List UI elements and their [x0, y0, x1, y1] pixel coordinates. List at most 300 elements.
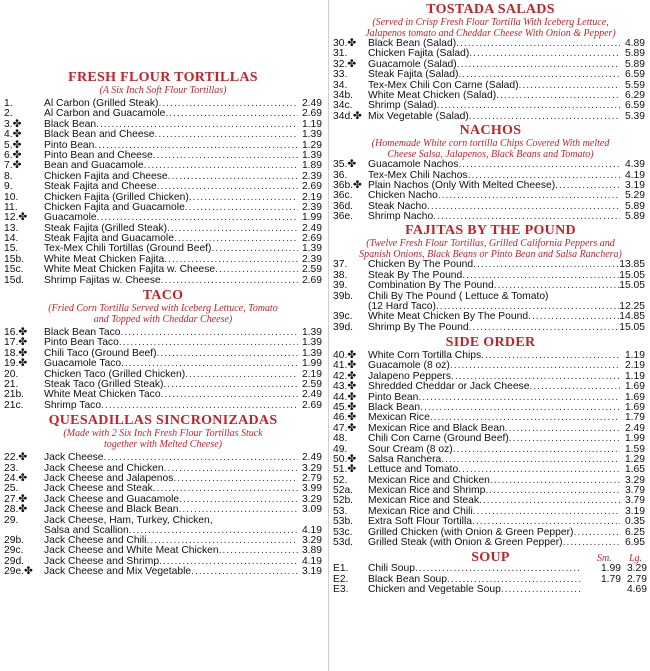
item-number: 3.✤: [4, 118, 22, 130]
item-number: 29e.✤: [4, 566, 33, 578]
item-price: 1.39: [301, 327, 322, 339]
tortillas-list: [0, 99, 326, 286]
item-name-text: Pinto Bean: [44, 139, 95, 151]
item-price: 6.95: [624, 537, 645, 549]
item-number: 37.: [333, 259, 348, 271]
item-name-text: Mix Vegetable (Salad): [368, 110, 469, 122]
item-name-text: Chicken Fajita (Salad): [368, 48, 470, 60]
item-price: 15.05: [619, 269, 645, 281]
item-price: 3.29: [301, 462, 322, 474]
dot-leader: [433, 212, 620, 222]
item-number: 42.✤: [333, 370, 356, 382]
item-number: 34c.: [333, 100, 353, 112]
left-column: [0, 0, 326, 578]
item-name: [368, 292, 620, 313]
section-subtitle-fajitas-1: (Twelve Fresh Flour Tortillas, Grilled California Peppers and: [366, 238, 615, 250]
item-name-text: Lettuce and Tomato: [368, 464, 459, 476]
item-name-text: Jack Cheese and Black Bean: [44, 504, 179, 516]
item-name-text: White Corn Tortilla Chips: [368, 350, 482, 362]
item-number: 30.✤: [333, 38, 356, 49]
item-price: 0.35: [624, 516, 645, 528]
item-name-text: Shredded Cheddar or Jack Cheese: [368, 381, 530, 393]
soup-large-label: Lg.: [629, 553, 643, 565]
menu-item: [0, 516, 326, 537]
item-number: 45.✤: [333, 401, 356, 413]
item-name-text: Salsa Ranchera: [368, 453, 442, 465]
item-name-line2: Salsa and Scallion: [44, 524, 129, 536]
right-column: [331, 0, 650, 596]
item-name-text: Black Bean (Salad): [368, 38, 457, 49]
item-name-text: Mexican Rice and Chicken: [368, 474, 490, 486]
item-name-text: Jalapeno Peppers: [368, 370, 452, 382]
item-name-text: White Meat Chicken Fajita w. Cheese: [44, 264, 216, 276]
item-number: 9.: [4, 181, 13, 193]
item-number: 7.✤: [4, 160, 22, 172]
item-number: 19.✤: [4, 358, 27, 370]
side-order-list: [331, 351, 650, 548]
item-name-text: Mexican Rice and Shrimp: [368, 485, 486, 497]
item-name-text: Jack Cheese: [44, 452, 104, 464]
item-price: 1.29: [301, 139, 322, 151]
item-name-text: White Meat Chicken By The Pound: [368, 311, 529, 323]
item-price: 4.89: [624, 38, 645, 49]
item-number: 11.: [4, 201, 18, 213]
item-price: 12.25: [619, 300, 645, 312]
item-number: 44.✤: [333, 391, 356, 403]
item-number: 8.: [4, 170, 13, 182]
item-number: 52a.: [333, 485, 354, 497]
item-number: 10.: [4, 191, 19, 203]
taco-list: [0, 328, 326, 411]
item-price: 3.89: [301, 545, 322, 557]
item-number: 27.✤: [4, 493, 27, 505]
item-price: 4.19: [624, 169, 645, 181]
item-number: 29.: [4, 514, 19, 526]
item-number: 34d.✤: [333, 110, 362, 122]
item-name-text: Extra Soft Flour Tortilla: [368, 516, 472, 528]
item-price: 2.39: [301, 201, 322, 213]
item-price: 3.29: [301, 535, 322, 547]
item-number: 2.: [4, 108, 13, 120]
dot-leader: [418, 393, 620, 403]
item-name-text: Steak Fajita (Salad): [368, 69, 459, 81]
section-title-nachos: NACHOS: [459, 123, 522, 139]
soup-small-label: Sm.: [597, 553, 612, 565]
item-price: 1.69: [624, 391, 645, 403]
item-name-text: Jack Cheese and Chicken: [44, 462, 164, 474]
nachos-list: [331, 160, 650, 222]
column-divider: [328, 0, 329, 671]
item-number: 15.: [4, 243, 19, 255]
item-name-text: Steak Taco (Grilled Steak): [44, 378, 164, 390]
section-subtitle-tostada-1: (Served in Crisp Fresh Flour Tortilla With Iceberg Lettuce,: [372, 17, 609, 28]
item-name: [44, 276, 298, 286]
menu-item: [331, 434, 650, 444]
item-number: 34b.: [333, 89, 354, 101]
menu-item: [331, 538, 650, 548]
item-name-text: Shrimp Nacho: [368, 211, 434, 223]
item-number: 1.: [4, 98, 13, 109]
item-name-text: Shrimp (Salad): [368, 100, 437, 112]
item-number: 53.: [333, 505, 348, 517]
item-price: 1.39: [301, 149, 322, 161]
item-name-text: Chili Taco (Ground Beef): [44, 347, 157, 359]
item-price: 1.69: [624, 401, 645, 413]
item-price: 5.89: [624, 211, 645, 223]
item-price: 6.29: [624, 89, 645, 101]
menu-item: [0, 130, 326, 140]
item-name-text: Black Bean: [368, 401, 421, 413]
item-price: 5.29: [624, 190, 645, 202]
item-number: 20.: [4, 368, 19, 380]
item-name: [368, 212, 620, 222]
item-name-text: Chili Con Carne (Ground Beef): [368, 433, 509, 445]
item-name: [44, 182, 298, 192]
item-name-line1: Jack Cheese, Ham, Turkey, Chicken,: [44, 514, 213, 526]
item-number: 23.: [4, 462, 19, 474]
item-number: 25.: [4, 483, 19, 495]
item-name-text: Black Bean and Cheese: [44, 129, 155, 141]
menu-item: [331, 292, 650, 313]
item-price: 1.39: [301, 243, 322, 255]
item-price: 3.29: [301, 493, 322, 505]
menu-item: [0, 401, 326, 411]
item-name: [44, 567, 298, 577]
item-name-text: Mexican Rice and Steak: [368, 495, 480, 507]
item-price: 2.59: [301, 264, 322, 276]
section-subtitle-tostada-2: Jalapenos tomato and Cheddar Cheese With Onion & Pepper): [365, 28, 616, 39]
item-number: 43.✤: [333, 381, 356, 393]
item-number: 36e.: [333, 211, 354, 223]
item-price: 1.79: [624, 412, 645, 424]
item-name-text: Pinto Bean Taco: [44, 337, 119, 349]
item-name-text: Chili Soup: [368, 563, 415, 575]
item-price: 2.19: [301, 368, 322, 380]
item-price: 2.69: [301, 181, 322, 193]
item-price: 2.49: [301, 98, 322, 109]
item-price: 1.99: [301, 358, 322, 370]
section-title-fajitas: FAJITAS BY THE POUND: [405, 223, 576, 239]
item-price: 3.79: [624, 485, 645, 497]
item-price: 14.85: [619, 311, 645, 323]
item-name-text: Chicken Fajita (Grilled Chicken): [44, 191, 189, 203]
item-number: 15d.: [4, 274, 25, 286]
item-name-text: Al Carbon and Guacamole: [44, 108, 166, 120]
item-number: 50.✤: [333, 453, 356, 465]
item-name-text: Jack Cheese and White Meat Chicken: [44, 545, 219, 557]
item-price: 6.59: [624, 100, 645, 112]
soup-item: [331, 585, 650, 595]
item-name-text: Al Carbon (Grilled Steak): [44, 98, 159, 109]
item-price: 2.59: [301, 378, 322, 390]
item-price: 3.09: [301, 504, 322, 516]
item-number: 36d.: [333, 200, 354, 212]
item-price: 4.19: [301, 555, 322, 567]
item-price: 1.65: [624, 464, 645, 476]
item-number: 47.✤: [333, 422, 356, 434]
menu-item: [331, 70, 650, 80]
item-name-text: Grilled Chicken (with Onion & Green Pepper): [368, 526, 574, 538]
item-number: 53b.: [333, 516, 354, 528]
tostada-list: [331, 39, 650, 122]
item-price: 1.89: [301, 160, 322, 172]
item-number: 34.: [333, 79, 348, 91]
price-small: 1.99: [600, 563, 621, 575]
item-number: E2.: [333, 573, 349, 585]
item-name-text: Shrimp By The Pound: [368, 321, 469, 333]
section-title-soup: SOUP: [471, 550, 510, 566]
item-name-text: Tex-Mex Chili Con Carne (Salad): [368, 79, 519, 91]
item-number: 17.✤: [4, 337, 27, 349]
dot-leader: [427, 202, 620, 212]
item-name: [44, 516, 298, 537]
item-price: 1.39: [301, 337, 322, 349]
item-price: 5.89: [624, 58, 645, 70]
item-number: 32.✤: [333, 58, 356, 70]
item-number: 22.✤: [4, 452, 27, 464]
item-number: 53c.: [333, 526, 353, 538]
menu-item: [331, 323, 650, 333]
item-name-text: Guacamole Nachos: [368, 159, 459, 171]
item-number: 21c.: [4, 399, 24, 411]
item-name-text: White Meat Chicken Fajita: [44, 253, 165, 265]
price-large: 4.69: [626, 584, 647, 596]
item-number: 38.: [333, 269, 348, 281]
item-price: 4.39: [624, 159, 645, 171]
item-price: 2.49: [301, 452, 322, 464]
section-subtitle-taco-2: and Topped with Cheddar Cheese): [93, 314, 233, 326]
item-name-text: Steak Fajita (Grilled Steak): [44, 222, 168, 234]
item-number: 46.✤: [333, 412, 356, 424]
item-number: 39d.: [333, 321, 354, 333]
item-price: 3.99: [301, 483, 322, 495]
item-number: 15b.: [4, 253, 25, 265]
menu-item: [0, 505, 326, 515]
item-number: 33.: [333, 69, 348, 81]
item-name: [368, 112, 620, 122]
item-number: 4.✤: [4, 129, 22, 141]
item-name-text: Steak Fajita and Guacamole: [44, 233, 174, 245]
item-name-text: Guacamole (Salad): [368, 58, 457, 70]
item-number: 14.: [4, 233, 19, 245]
item-price: 2.39: [301, 253, 322, 265]
item-price: 2.49: [301, 222, 322, 234]
item-number: 48.: [333, 433, 348, 445]
item-price: 3.19: [624, 179, 645, 191]
section-subtitle-nachos-2: Cheese Salsa, Jalapenos, Black Beans and Tomato): [387, 149, 594, 161]
soup-header: [331, 550, 650, 564]
item-price: 2.19: [301, 191, 322, 203]
item-name-line2: (12 Hard Taco): [368, 301, 436, 313]
item-name: [368, 160, 620, 170]
section-title-tostada: TOSTADA SALADS: [426, 2, 555, 17]
item-name-text: Mexican Rice: [368, 412, 430, 424]
section-title-quesadillas: QUESADILLAS SINCRONIZADAS: [48, 413, 278, 429]
section-title-side: SIDE ORDER: [445, 335, 536, 351]
price-large: 3.29: [626, 563, 647, 575]
section-subtitle-quesadillas-1: (Made with 2 Six Inch Fresh Flour Tortillas Stuck: [63, 428, 263, 440]
item-name-text: Black Bean Taco: [44, 327, 121, 339]
item-number: 29d.: [4, 555, 25, 567]
item-number: 28.✤: [4, 504, 27, 516]
item-number: 53d.: [333, 537, 354, 549]
item-name-text: Jack Cheese and Shrimp: [44, 555, 160, 567]
item-number: 29b.: [4, 535, 25, 547]
section-subtitle-quesadillas-2: together with Melted Cheese): [103, 439, 223, 451]
item-price: 3.29: [624, 474, 645, 486]
item-name-text: White Meat Chicken Taco: [44, 389, 161, 401]
item-number: 39c.: [333, 311, 353, 323]
item-name: [368, 538, 620, 548]
section-subtitle-nachos-1: (Homemade White corn tortilla Chips Covered With melted: [371, 138, 610, 150]
item-price: 2.69: [301, 399, 322, 411]
item-name-text: Jack Cheese and Jalapenos: [44, 472, 174, 484]
item-name-text: Chicken By The Pound: [368, 259, 474, 271]
item-price: 2.69: [301, 274, 322, 286]
item-price: 2.69: [301, 233, 322, 245]
item-name-text: Mexican Rice and Black Bean: [368, 422, 505, 434]
item-price: 5.39: [624, 110, 645, 122]
item-price: 1.29: [624, 453, 645, 465]
item-price: 6.25: [624, 526, 645, 538]
item-price: 5.59: [624, 79, 645, 91]
fajitas-list: [331, 260, 650, 333]
dot-leader: [420, 403, 620, 413]
item-number: 24.✤: [4, 472, 27, 484]
item-price: 2.49: [301, 389, 322, 401]
item-number: 13.: [4, 222, 19, 234]
item-name-text: Shrimp Taco: [44, 399, 102, 411]
item-name-text: White Meat Chicken (Salad): [368, 89, 497, 101]
item-name-text: Chicken Nacho: [368, 190, 438, 202]
item-number: E3.: [333, 584, 349, 596]
menu-item: [331, 112, 650, 122]
price-large: 2.79: [626, 573, 647, 585]
item-name: [368, 323, 620, 333]
item-price: 6.59: [624, 69, 645, 81]
item-number: 29c.: [4, 545, 24, 557]
item-name-text: Steak Fajita and Cheese: [44, 181, 157, 193]
section-title-tortillas: FRESH FLOUR TORTILLAS: [68, 70, 258, 85]
item-name-text: Steak By The Pound: [368, 269, 463, 281]
item-number: 16.✤: [4, 327, 27, 339]
item-price: 1.99: [301, 212, 322, 224]
item-name-text: Guacamole Taco: [44, 358, 122, 370]
item-name-text: Guacamole (8 oz): [368, 360, 450, 372]
section-title-taco: TACO: [142, 288, 184, 304]
menu-item: [0, 182, 326, 192]
item-number: 52.: [333, 474, 348, 486]
dot-leader: [501, 585, 582, 595]
item-number: 36c.: [333, 190, 353, 202]
item-number: E1.: [333, 563, 349, 575]
item-price: 3.19: [301, 566, 322, 578]
item-name-text: Jack Cheese and Steak: [44, 483, 153, 495]
menu-item: [0, 276, 326, 286]
item-name: [368, 434, 620, 444]
quesadillas-list: [0, 453, 326, 578]
item-number: 41.✤: [333, 360, 356, 372]
item-number: 36b.✤: [333, 179, 362, 191]
item-number: 6.✤: [4, 149, 22, 161]
item-number: 21b.: [4, 389, 25, 401]
soup-list: [331, 564, 650, 595]
item-name-text: Guacamole: [44, 212, 97, 224]
section-subtitle-fajitas-2: Spanish Onions, Black Beans or Pinto Bean and Salsa Ranchera): [359, 249, 622, 261]
item-name-text: Mexican Rice and Chili: [368, 505, 473, 517]
item-price: 4.19: [301, 524, 322, 536]
dot-leader: [104, 453, 298, 463]
item-price: 1.39: [301, 347, 322, 359]
item-name-text: Jack Cheese and Chili: [44, 535, 147, 547]
item-price: 3.79: [624, 495, 645, 507]
item-price: 3.19: [624, 505, 645, 517]
menu-item: [0, 453, 326, 463]
item-price: 5.89: [624, 200, 645, 212]
item-number: 39b.: [333, 290, 354, 302]
item-name-text: Pinto Bean: [368, 391, 419, 403]
section-subtitle-taco-1: (Fried Corn Tortilla Served with Iceberg Lettuce, Tomato: [48, 303, 278, 315]
item-number: 39.: [333, 280, 348, 292]
item-name-text: Combination By The Pound: [368, 280, 494, 292]
menu-item: [331, 212, 650, 222]
item-number: 31.: [333, 48, 348, 60]
item-price: 5.89: [624, 48, 645, 60]
item-price: 2.79: [301, 472, 322, 484]
item-name: [368, 585, 582, 595]
item-number: 15c.: [4, 264, 24, 276]
dot-leader: [101, 401, 298, 411]
item-price: 1.59: [624, 443, 645, 455]
item-name-text: Bean and Guacamole: [44, 160, 144, 172]
item-price: 15.05: [619, 321, 645, 333]
item-name-text: Shrimp Fajitas w. Cheese: [44, 274, 161, 286]
item-price: 1.69: [624, 381, 645, 393]
item-number: 51.✤: [333, 464, 356, 476]
item-number: 5.✤: [4, 139, 22, 151]
item-name-text: Grilled Steak (with Onion & Green Pepper): [368, 537, 563, 549]
item-name-text: Chicken Taco (Grilled Chicken): [44, 368, 186, 380]
item-number: 36.: [333, 169, 348, 181]
price-small: 1.79: [600, 573, 621, 585]
item-price: 1.19: [301, 118, 322, 130]
item-price: 15.05: [619, 280, 645, 292]
item-name: [44, 505, 298, 515]
item-price: 1.99: [624, 433, 645, 445]
item-price: 13.85: [619, 259, 645, 271]
item-name-text: Black Bean Soup: [368, 573, 447, 585]
item-name: [44, 453, 298, 463]
item-name-text: Jack Cheese and Mix Vegetable: [44, 566, 192, 578]
item-name-text: Jack Cheese and Guacamole: [44, 493, 180, 505]
item-number: 35.✤: [333, 159, 356, 171]
item-number: 12.✤: [4, 212, 27, 224]
item-name: [44, 401, 298, 411]
menu-item: [0, 567, 326, 577]
item-number: 40.✤: [333, 350, 356, 362]
item-name-text: Tex-Mex Chili Tortillas (Ground Beef): [44, 243, 212, 255]
item-name-line1: Chili By The Pound ( Lettuce & Tomato): [368, 290, 549, 302]
item-price: 1.39: [301, 129, 322, 141]
item-name-text: Plain Nachos (Only With Melted Cheese): [368, 179, 556, 191]
item-name-text: Tex-Mex Chili Nachos: [368, 169, 468, 181]
item-number: 49.: [333, 443, 348, 455]
menu-item: [331, 160, 650, 170]
item-price: 1.19: [624, 350, 645, 362]
item-price: 2.19: [624, 360, 645, 372]
item-name-text: Chicken Fajita and Cheese: [44, 170, 168, 182]
item-number: 18.✤: [4, 347, 27, 359]
